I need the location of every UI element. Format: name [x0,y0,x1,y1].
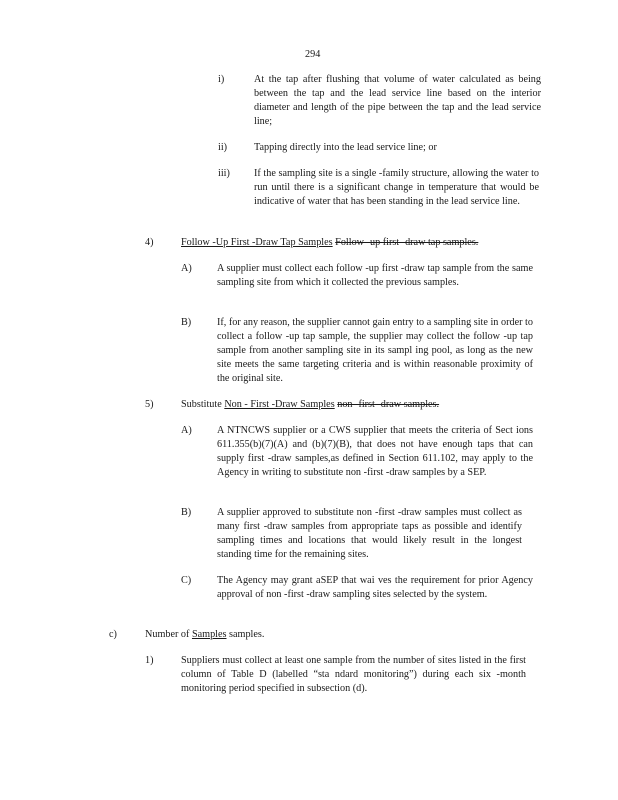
section-heading [181,236,478,250]
list-item-label: A) [181,263,192,274]
heading-prefix: Substitute [181,399,222,410]
section-number: 5) [145,399,154,410]
list-item-text: A NTNCWS supplier or a CWS supplier that meets the criteria of Sect ions 611.355(b)(7)(A) and (b)(7)(B), that does not have enough taps that can supply first -draw samples,as defined in Section 611.102, may apply to the Agency in writing to substitute non -first -draw samples by a SEP. [217,425,533,478]
section-heading [181,398,439,412]
heading-deleted-text: non -first -draw samples. [337,399,440,410]
list-item-text: If the sampling site is a single -family structure, allowing the water to run until there is a significant change in temperature that would be indicative of water that has been standing in the lead service line. [254,168,539,207]
list-item-label: A) [181,425,192,436]
list-item-text: If, for any reason, the supplier cannot gain entry to a sampling site in order to collect a follow -up tap sample, the supplier may collect the follow -up tap sample from another sampling site in its sampl ing pool, as long as the new site meets the same targeting criteria and is within reasonable proximity of the original site. [217,317,533,384]
list-item-text: Tapping directly into the lead service line; or [254,142,437,153]
list-item-label: i) [218,74,225,85]
heading-prefix: Number of [145,629,190,640]
heading-deleted-text: Follow -up first -draw tap samples. [335,237,479,248]
list-item-label: 1) [145,655,154,666]
list-item-text: The Agency may grant aSEP that wai ves the requirement for prior Agency approval of non -first -draw sampling sites selected by the system. [217,575,533,600]
list-item-label: C) [181,575,192,586]
heading-inserted-text: Non - First -Draw Samples [224,399,335,410]
heading-inserted-text: Samples [191,629,227,640]
list-item-text: Suppliers must collect at least one sample from the number of sites listed in the first column of Table D (labelled “sta ndard monitoring”) during each six -month monitoring period specified in subsection (d). [181,655,526,694]
section-number: c) [109,629,117,640]
list-item-text: A supplier must collect each follow -up first -draw tap sample from the same sampling site from which it collected the previous samples. [217,263,533,288]
heading-deleted-text: samples. [229,629,265,640]
list-item-label: B) [181,317,192,328]
section-heading [145,628,264,642]
list-item-label: B) [181,507,192,518]
list-item-text: At the tap after flushing that volume of water calculated as being between the tap and the lead service line based on the interior diameter and length of the pipe between the tap and the lead service line; [254,74,541,127]
list-item-text: A supplier approved to substitute non -first -draw samples must collect as many first -draw samples from appropriate taps as possible and identify sampling times and locations that would likely result in the longest standing time for the remaining sites. [217,507,522,560]
list-item-label: iii) [218,168,230,179]
page-number: 294 [305,49,321,60]
list-item-label: ii) [218,142,228,153]
heading-inserted-text: Follow -Up First -Draw Tap Samples [181,237,333,248]
section-number: 4) [145,237,154,248]
